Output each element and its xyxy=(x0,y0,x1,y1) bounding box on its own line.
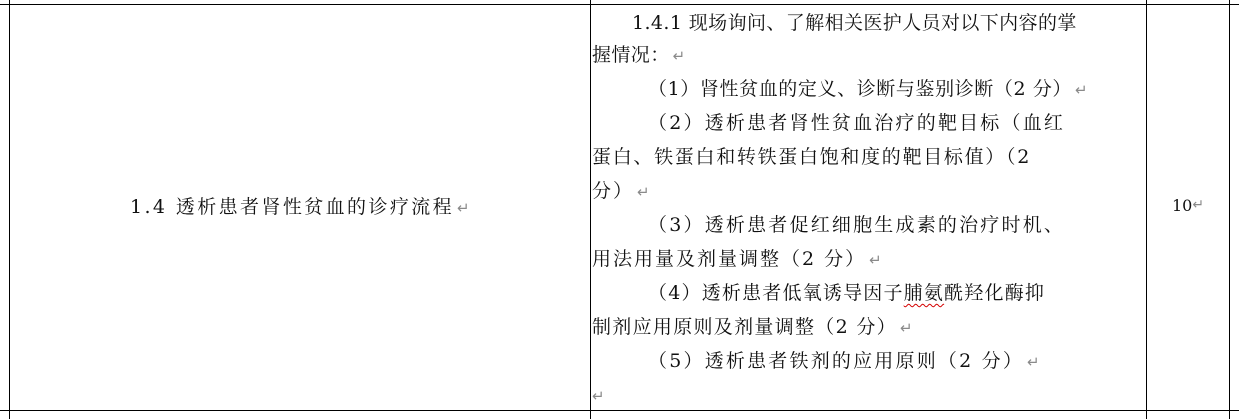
content-line: （3）透析患者促红细胞生成素的治疗时机、 xyxy=(648,214,1066,236)
content-line: 分） ↵ xyxy=(592,180,652,202)
column-divider xyxy=(1229,0,1230,419)
content-line: 握情况： ↵ xyxy=(592,44,686,66)
content-line xyxy=(592,379,605,411)
content-line: 制剂应用原则及剂量调整（2 分） ↵ xyxy=(592,316,914,338)
paragraph-mark-icon: ↵ xyxy=(457,198,473,217)
paragraph-mark-icon: ↵ xyxy=(637,183,652,201)
paragraph-mark-icon: ↵ xyxy=(592,387,605,405)
paragraph-mark-icon: ↵ xyxy=(1027,353,1042,371)
paragraph-mark-icon: ↵ xyxy=(1075,81,1089,99)
content-line: （2）透析患者肾性贫血治疗的靶目标（血红 xyxy=(648,112,1066,134)
paragraph-mark-icon: ↵ xyxy=(899,319,914,337)
content-line: 1.4.1 现场询问、了解相关医护人员对以下内容的掌 xyxy=(632,12,1077,34)
table-left-border xyxy=(9,0,10,419)
paragraph-mark-icon: ↵ xyxy=(672,47,686,65)
column-divider xyxy=(590,0,591,419)
content-line: （4）透析患者低氧诱导因子脯氨酰羟化酶抑 xyxy=(648,282,1046,304)
table-row-border xyxy=(0,410,1239,411)
paragraph-mark-icon: ↵ xyxy=(1192,197,1205,213)
column-divider xyxy=(1146,0,1147,419)
item-label: 1.4 透析患者肾性贫血的诊疗流程 ↵ xyxy=(129,195,473,218)
content-line: 用法用量及剂量调整（2 分） ↵ xyxy=(592,248,884,270)
score-cell xyxy=(1148,0,1228,410)
item-cell xyxy=(14,0,588,410)
content-line: （5）透析患者铁剂的应用原则（2 分） ↵ xyxy=(648,350,1042,372)
content-line: 蛋白、铁蛋白和转铁蛋白饱和度的靶目标值）（2 xyxy=(592,146,1031,168)
score-value: 10 xyxy=(1171,195,1193,215)
spellcheck-flagged-text: 脯氨 xyxy=(903,282,945,304)
content-line: （1）肾性贫血的定义、诊断与鉴别诊断（2 分） ↵ xyxy=(648,78,1089,100)
paragraph-mark-icon: ↵ xyxy=(869,251,884,269)
